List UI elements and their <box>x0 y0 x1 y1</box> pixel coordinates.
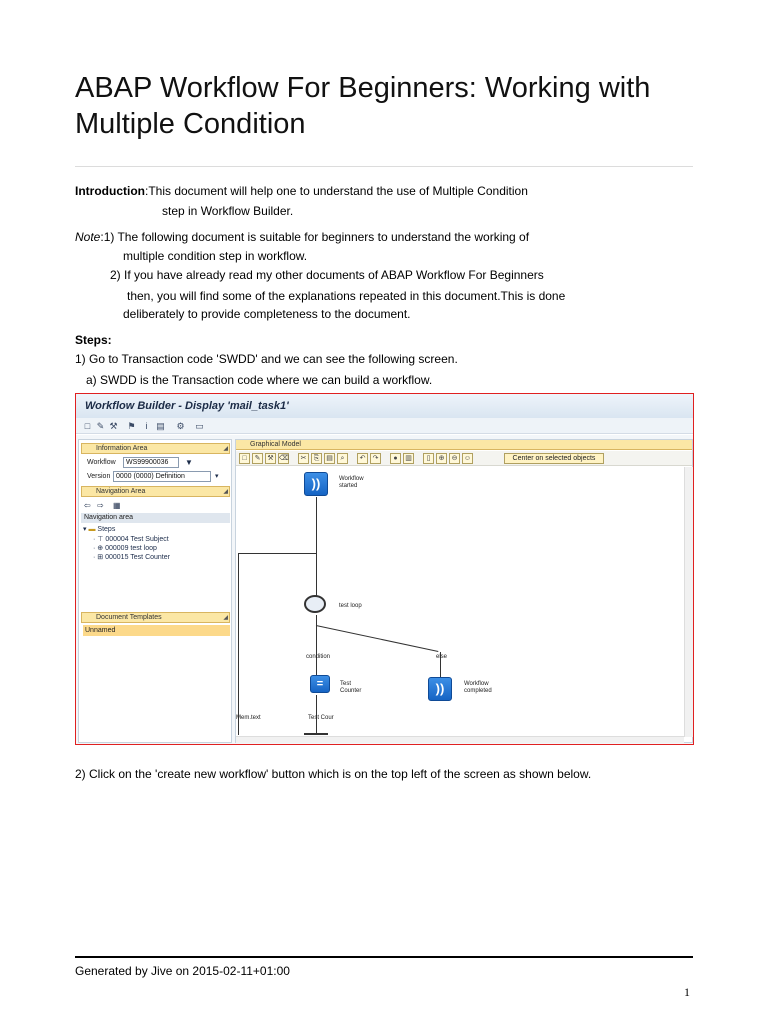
counter-icon: ⊞ <box>97 554 104 561</box>
graphical-model-toolbar <box>236 451 692 466</box>
page-icon[interactable]: ▯ <box>423 453 434 464</box>
edge-label-left: Mem.text <box>236 715 261 721</box>
loop-icon: ⊕ <box>97 545 104 552</box>
branch-label-left: condition <box>306 654 331 660</box>
window-icon[interactable]: ▭ <box>195 421 204 431</box>
workflow-label: Workflow <box>87 459 116 466</box>
note-line4: then, you will find some of the explanations repeated in this document.This is done <box>127 289 566 303</box>
tools-icon[interactable]: ⚒ <box>109 421 118 431</box>
note-line1: Note:1) The following document is suitable for beginners to understand the working of <box>75 230 530 244</box>
note-label: Note <box>75 230 101 244</box>
connector <box>316 615 317 625</box>
person-icon[interactable]: ☺ <box>463 455 472 462</box>
connector <box>304 733 328 735</box>
tools-icon[interactable]: ⚒ <box>265 453 276 464</box>
node-label-loop: test loop <box>339 603 362 609</box>
intro-line2: step in Workflow Builder. <box>162 204 294 218</box>
tree-item[interactable]: · ⊞ 000015 Test Counter <box>93 554 170 561</box>
node-label-completed: Workflow completed <box>464 681 492 694</box>
tree-item[interactable]: · ⊕ 000009 test loop <box>93 545 157 552</box>
connector <box>238 553 316 554</box>
step-icon: ⊤ <box>97 536 104 543</box>
connector <box>316 625 438 652</box>
left-pane <box>78 439 232 743</box>
counter-icon: = <box>316 678 324 690</box>
pencil-icon[interactable]: ✎ <box>252 453 263 464</box>
workflow-completed-node[interactable] <box>428 677 452 701</box>
intro-line1: Introduction:This document will help one to understand the use of Multiple Condition <box>75 184 528 198</box>
note-line3: 2) If you have already read my other documents of ABAP Workflow For Beginners <box>110 268 544 282</box>
new-document-icon[interactable]: □ <box>84 421 91 431</box>
undo-icon[interactable]: ↶ <box>357 453 368 464</box>
footer-generated: Generated by Jive on 2015-02-11+01:00 <box>75 964 290 978</box>
redo-icon[interactable]: ↷ <box>370 453 381 464</box>
signal-icon: )) <box>435 681 445 696</box>
delete-icon[interactable]: ⌫ <box>279 455 289 462</box>
signal-icon: )) <box>311 476 321 491</box>
window-title: Workflow Builder - Display 'mail_task1' <box>76 394 693 418</box>
navigation-area-header: Navigation area <box>81 513 230 523</box>
footer-divider <box>75 956 693 958</box>
node-label-counter: Test Counter <box>340 681 362 694</box>
node-label-start: Workflow started <box>339 476 364 489</box>
connector <box>238 553 239 735</box>
connector <box>316 497 317 607</box>
window-body <box>76 435 693 745</box>
new-icon[interactable]: □ <box>239 453 250 464</box>
folder-icon: ▬ <box>88 526 96 533</box>
settings-icon[interactable]: ⚙ <box>176 421 185 431</box>
navigation-area-bar[interactable]: Navigation Area ◢ <box>81 486 230 497</box>
version-dropdown-icon[interactable]: ▾ <box>215 473 219 480</box>
print-icon[interactable]: ▤ <box>156 421 165 431</box>
note-line2: multiple condition step in workflow. <box>123 249 308 263</box>
cut-icon[interactable]: ✂ <box>298 453 309 464</box>
layout-icon[interactable]: ▥ <box>403 453 414 464</box>
window-toolbar <box>76 418 693 434</box>
workflow-field[interactable]: WS99900036 <box>123 457 179 468</box>
collapse-icon[interactable]: ◢ <box>223 489 228 495</box>
page-number: 1 <box>684 985 690 999</box>
copy-icon[interactable]: ⎘ <box>311 453 322 464</box>
collapse-icon[interactable]: ◢ <box>223 615 228 621</box>
test-counter-node[interactable] <box>310 675 330 693</box>
unnamed-entry[interactable]: Unnamed <box>83 625 230 636</box>
activate-icon[interactable]: ⚑ <box>127 421 136 431</box>
tree-item[interactable]: · ⊤ 000004 Test Subject <box>93 536 169 543</box>
edit-icon[interactable]: ✎ <box>96 421 105 431</box>
forward-icon[interactable]: ⇨ <box>97 501 104 510</box>
doc-templates-bar[interactable]: Document Templates ◢ <box>81 612 230 623</box>
step-1: 1) Go to Transaction code 'SWDD' and we can see the following screen. <box>75 352 458 366</box>
zoom-in-icon[interactable]: ⊕ <box>436 453 447 464</box>
step-2: 2) Click on the 'create new workflow' button which is on the top left of the screen as shown below. <box>75 767 592 781</box>
loop-node[interactable] <box>304 595 326 613</box>
intro-label: Introduction <box>75 184 145 198</box>
title-divider <box>75 166 693 167</box>
tree-root[interactable]: ▾ ▬ Steps <box>83 526 116 533</box>
version-select[interactable]: 0000 (0000) Definition <box>113 471 211 482</box>
dropdown-icon[interactable]: ▼ <box>185 458 193 467</box>
steps-heading: Steps: <box>75 333 112 347</box>
zoom-out-icon[interactable]: ⊖ <box>449 453 460 464</box>
connector <box>316 625 317 675</box>
branch-label-right: else <box>436 654 448 660</box>
find-icon[interactable]: ⌕ <box>337 453 348 464</box>
paste-icon[interactable]: ▤ <box>324 453 335 464</box>
bulb-icon[interactable]: ● <box>390 453 401 464</box>
grid-icon[interactable]: ▦ <box>113 501 121 510</box>
graphical-model-bar: Graphical Model <box>236 440 692 450</box>
info-icon[interactable]: i <box>145 421 148 431</box>
workflow-started-node[interactable] <box>304 472 328 496</box>
version-label: Version <box>87 473 111 480</box>
center-selected-button[interactable]: Center on selected objects <box>504 453 604 464</box>
workflow-canvas <box>236 467 684 735</box>
step-1a: a) SWDD is the Transaction code where we can build a workflow. <box>86 373 433 387</box>
page-title: ABAP Workflow For Beginners: Working with Multiple Condition <box>75 72 651 140</box>
note-line5: deliberately to provide completeness to the document. <box>123 307 411 321</box>
back-icon[interactable]: ⇦ <box>84 501 91 510</box>
vertical-scrollbar[interactable] <box>684 467 693 737</box>
workflow-builder-screenshot <box>75 393 694 745</box>
collapse-icon[interactable]: ◢ <box>223 446 228 452</box>
graphical-model-pane <box>235 439 693 743</box>
info-area-bar[interactable]: Information Area ◢ <box>81 443 230 454</box>
edge-label-mid: Test Cour <box>308 715 334 721</box>
horizontal-scrollbar[interactable] <box>236 736 684 743</box>
